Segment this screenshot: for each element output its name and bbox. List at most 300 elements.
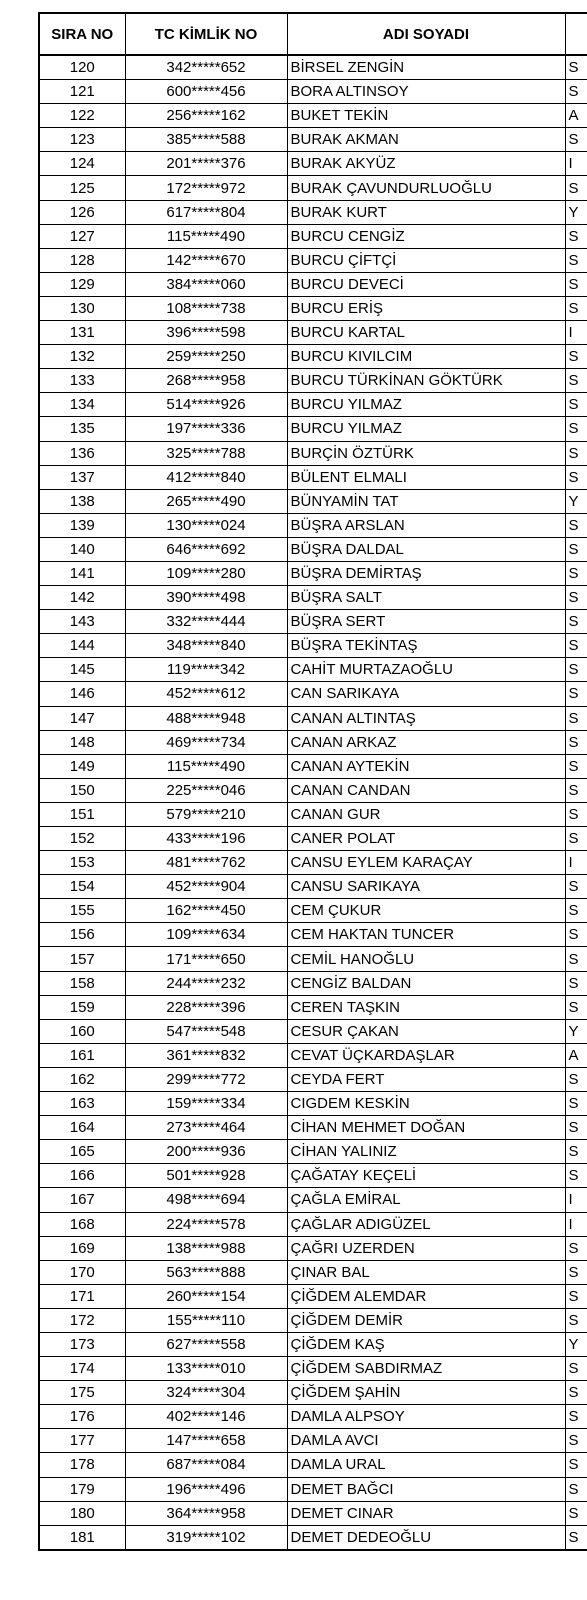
cell-extra: S xyxy=(565,1453,587,1477)
table-row xyxy=(39,1429,587,1453)
cell-extra: S xyxy=(565,369,587,393)
cell-sira-no: 123 xyxy=(39,128,125,152)
cell-tc-kimlik-no: 109*****634 xyxy=(125,923,287,947)
cell-extra: S xyxy=(565,923,587,947)
cell-tc-kimlik-no: 299*****772 xyxy=(125,1067,287,1091)
table-row xyxy=(39,586,587,610)
cell-adi-soyadi: BÜŞRA ARSLAN xyxy=(287,513,565,537)
cell-extra: S xyxy=(565,802,587,826)
table-row xyxy=(39,923,587,947)
cell-extra: S xyxy=(565,682,587,706)
cell-sira-no: 181 xyxy=(39,1525,125,1550)
cell-adi-soyadi: BURAK ÇAVUNDURLUOĞLU xyxy=(287,176,565,200)
header-tc-kimlik-no: TC KİMLİK NO xyxy=(125,13,287,55)
cell-sira-no: 150 xyxy=(39,778,125,802)
cell-adi-soyadi: BURCU CENGİZ xyxy=(287,224,565,248)
cell-sira-no: 122 xyxy=(39,104,125,128)
table-row xyxy=(39,272,587,296)
cell-extra: S xyxy=(565,1140,587,1164)
cell-sira-no: 152 xyxy=(39,827,125,851)
table-row xyxy=(39,465,587,489)
table-row xyxy=(39,561,587,585)
table-row xyxy=(39,321,587,345)
cell-sira-no: 160 xyxy=(39,1019,125,1043)
cell-adi-soyadi: BURAK AKYÜZ xyxy=(287,152,565,176)
cell-adi-soyadi: CAHİT MURTAZAOĞLU xyxy=(287,658,565,682)
cell-extra: Y xyxy=(565,1332,587,1356)
cell-extra: S xyxy=(565,417,587,441)
cell-extra: S xyxy=(565,634,587,658)
cell-extra: S xyxy=(565,1477,587,1501)
cell-extra: S xyxy=(565,1067,587,1091)
cell-tc-kimlik-no: 469*****734 xyxy=(125,730,287,754)
cell-tc-kimlik-no: 364*****958 xyxy=(125,1501,287,1525)
cell-sira-no: 176 xyxy=(39,1405,125,1429)
cell-tc-kimlik-no: 172*****972 xyxy=(125,176,287,200)
cell-sira-no: 135 xyxy=(39,417,125,441)
cell-sira-no: 143 xyxy=(39,610,125,634)
table-row xyxy=(39,513,587,537)
table-row xyxy=(39,537,587,561)
cell-tc-kimlik-no: 324*****304 xyxy=(125,1381,287,1405)
cell-extra: S xyxy=(565,971,587,995)
cell-sira-no: 158 xyxy=(39,971,125,995)
cell-tc-kimlik-no: 579*****210 xyxy=(125,802,287,826)
cell-extra: A xyxy=(565,1043,587,1067)
cell-adi-soyadi: BİRSEL ZENGİN xyxy=(287,55,565,80)
table-row xyxy=(39,1284,587,1308)
table-row xyxy=(39,947,587,971)
cell-extra: S xyxy=(565,1308,587,1332)
cell-tc-kimlik-no: 488*****948 xyxy=(125,706,287,730)
cell-tc-kimlik-no: 109*****280 xyxy=(125,561,287,585)
cell-adi-soyadi: CEMİL HANOĞLU xyxy=(287,947,565,971)
table-row xyxy=(39,827,587,851)
cell-sira-no: 146 xyxy=(39,682,125,706)
cell-tc-kimlik-no: 268*****958 xyxy=(125,369,287,393)
table-row xyxy=(39,152,587,176)
cell-sira-no: 142 xyxy=(39,586,125,610)
cell-sira-no: 120 xyxy=(39,55,125,80)
cell-extra: S xyxy=(565,128,587,152)
table-row xyxy=(39,369,587,393)
cell-adi-soyadi: CANER POLAT xyxy=(287,827,565,851)
cell-adi-soyadi: BÜŞRA SALT xyxy=(287,586,565,610)
table-row xyxy=(39,1357,587,1381)
cell-sira-no: 127 xyxy=(39,224,125,248)
cell-extra: S xyxy=(565,730,587,754)
cell-tc-kimlik-no: 600*****456 xyxy=(125,80,287,104)
cell-extra: S xyxy=(565,1381,587,1405)
cell-extra: S xyxy=(565,875,587,899)
table-row xyxy=(39,1381,587,1405)
cell-adi-soyadi: ÇİĞDEM ALEMDAR xyxy=(287,1284,565,1308)
cell-extra: I xyxy=(565,152,587,176)
cell-extra: S xyxy=(565,1092,587,1116)
table-row xyxy=(39,778,587,802)
cell-adi-soyadi: CENGİZ BALDAN xyxy=(287,971,565,995)
cell-sira-no: 140 xyxy=(39,537,125,561)
cell-tc-kimlik-no: 412*****840 xyxy=(125,465,287,489)
table-row xyxy=(39,1525,587,1550)
cell-adi-soyadi: BURCU ERİŞ xyxy=(287,296,565,320)
cell-tc-kimlik-no: 452*****904 xyxy=(125,875,287,899)
cell-adi-soyadi: BURCU TÜRKİNAN GÖKTÜRK xyxy=(287,369,565,393)
cell-extra: S xyxy=(565,561,587,585)
cell-tc-kimlik-no: 342*****652 xyxy=(125,55,287,80)
cell-tc-kimlik-no: 200*****936 xyxy=(125,1140,287,1164)
cell-sira-no: 156 xyxy=(39,923,125,947)
cell-tc-kimlik-no: 547*****548 xyxy=(125,1019,287,1043)
cell-adi-soyadi: BÜŞRA SERT xyxy=(287,610,565,634)
table-row xyxy=(39,1501,587,1525)
cell-adi-soyadi: BÜNYAMİN TAT xyxy=(287,489,565,513)
cell-sira-no: 151 xyxy=(39,802,125,826)
cell-extra: I xyxy=(565,851,587,875)
cell-sira-no: 172 xyxy=(39,1308,125,1332)
header-row xyxy=(39,13,587,55)
table-row xyxy=(39,1116,587,1140)
cell-extra: S xyxy=(565,441,587,465)
header-adi-soyadi: ADI SOYADI xyxy=(287,13,565,55)
cell-extra: S xyxy=(565,1501,587,1525)
cell-sira-no: 166 xyxy=(39,1164,125,1188)
cell-extra: S xyxy=(565,706,587,730)
cell-tc-kimlik-no: 138*****988 xyxy=(125,1236,287,1260)
table-row xyxy=(39,441,587,465)
spreadsheet-sheet xyxy=(38,12,587,1551)
cell-extra: S xyxy=(565,1260,587,1284)
cell-tc-kimlik-no: 332*****444 xyxy=(125,610,287,634)
cell-adi-soyadi: CEVAT ÜÇKARDAŞLAR xyxy=(287,1043,565,1067)
cell-adi-soyadi: BURCU YILMAZ xyxy=(287,417,565,441)
table-row xyxy=(39,1260,587,1284)
cell-tc-kimlik-no: 563*****888 xyxy=(125,1260,287,1284)
cell-adi-soyadi: ÇİĞDEM KAŞ xyxy=(287,1332,565,1356)
cell-sira-no: 126 xyxy=(39,200,125,224)
cell-adi-soyadi: CİHAN MEHMET DOĞAN xyxy=(287,1116,565,1140)
cell-tc-kimlik-no: 228*****396 xyxy=(125,995,287,1019)
cell-extra: S xyxy=(565,658,587,682)
cell-sira-no: 179 xyxy=(39,1477,125,1501)
cell-adi-soyadi: ÇAĞLA EMİRAL xyxy=(287,1188,565,1212)
table-row xyxy=(39,730,587,754)
cell-sira-no: 177 xyxy=(39,1429,125,1453)
cell-tc-kimlik-no: 617*****804 xyxy=(125,200,287,224)
table-row xyxy=(39,417,587,441)
table-row xyxy=(39,248,587,272)
cell-adi-soyadi: ÇAĞATAY KEÇELİ xyxy=(287,1164,565,1188)
table-row xyxy=(39,1308,587,1332)
cell-tc-kimlik-no: 260*****154 xyxy=(125,1284,287,1308)
cell-adi-soyadi: BURAK AKMAN xyxy=(287,128,565,152)
header-sira-no: SIRA NO xyxy=(39,13,125,55)
cell-tc-kimlik-no: 225*****046 xyxy=(125,778,287,802)
cell-extra: S xyxy=(565,610,587,634)
cell-adi-soyadi: CEM HAKTAN TUNCER xyxy=(287,923,565,947)
cell-adi-soyadi: CAN SARIKAYA xyxy=(287,682,565,706)
table-row xyxy=(39,55,587,80)
cell-sira-no: 165 xyxy=(39,1140,125,1164)
cell-tc-kimlik-no: 627*****558 xyxy=(125,1332,287,1356)
cell-sira-no: 133 xyxy=(39,369,125,393)
cell-sira-no: 154 xyxy=(39,875,125,899)
cell-sira-no: 138 xyxy=(39,489,125,513)
cell-tc-kimlik-no: 384*****060 xyxy=(125,272,287,296)
cell-sira-no: 136 xyxy=(39,441,125,465)
header-extra-column xyxy=(565,13,587,55)
cell-tc-kimlik-no: 273*****464 xyxy=(125,1116,287,1140)
cell-tc-kimlik-no: 147*****658 xyxy=(125,1429,287,1453)
cell-extra: S xyxy=(565,899,587,923)
cell-extra: S xyxy=(565,513,587,537)
cell-extra: S xyxy=(565,224,587,248)
table-row xyxy=(39,1164,587,1188)
table-row xyxy=(39,802,587,826)
cell-tc-kimlik-no: 119*****342 xyxy=(125,658,287,682)
cell-adi-soyadi: ÇİĞDEM SABDIRMAZ xyxy=(287,1357,565,1381)
table-row xyxy=(39,296,587,320)
cell-sira-no: 130 xyxy=(39,296,125,320)
cell-sira-no: 161 xyxy=(39,1043,125,1067)
cell-adi-soyadi: CEREN TAŞKIN xyxy=(287,995,565,1019)
cell-tc-kimlik-no: 319*****102 xyxy=(125,1525,287,1550)
cell-extra: S xyxy=(565,827,587,851)
cell-adi-soyadi: DAMLA ALPSOY xyxy=(287,1405,565,1429)
cell-adi-soyadi: CANAN GUR xyxy=(287,802,565,826)
cell-sira-no: 164 xyxy=(39,1116,125,1140)
table-header xyxy=(39,13,587,55)
table-row xyxy=(39,1477,587,1501)
table-row xyxy=(39,971,587,995)
cell-extra: Y xyxy=(565,489,587,513)
cell-extra: S xyxy=(565,1405,587,1429)
cell-adi-soyadi: DEMET DEDEOĞLU xyxy=(287,1525,565,1550)
table-row xyxy=(39,224,587,248)
cell-sira-no: 168 xyxy=(39,1212,125,1236)
cell-sira-no: 144 xyxy=(39,634,125,658)
cell-extra: S xyxy=(565,1429,587,1453)
cell-extra: S xyxy=(565,393,587,417)
cell-extra: Y xyxy=(565,1019,587,1043)
cell-tc-kimlik-no: 501*****928 xyxy=(125,1164,287,1188)
cell-sira-no: 178 xyxy=(39,1453,125,1477)
cell-adi-soyadi: BURCU YILMAZ xyxy=(287,393,565,417)
cell-adi-soyadi: BURÇİN ÖZTÜRK xyxy=(287,441,565,465)
table-row xyxy=(39,1453,587,1477)
table-row xyxy=(39,682,587,706)
table-row xyxy=(39,1332,587,1356)
cell-adi-soyadi: ÇİĞDEM ŞAHİN xyxy=(287,1381,565,1405)
cell-tc-kimlik-no: 171*****650 xyxy=(125,947,287,971)
cell-adi-soyadi: DAMLA AVCI xyxy=(287,1429,565,1453)
cell-tc-kimlik-no: 646*****692 xyxy=(125,537,287,561)
cell-sira-no: 174 xyxy=(39,1357,125,1381)
cell-adi-soyadi: DEMET CINAR xyxy=(287,1501,565,1525)
table-body xyxy=(39,55,587,1550)
cell-tc-kimlik-no: 224*****578 xyxy=(125,1212,287,1236)
cell-tc-kimlik-no: 385*****588 xyxy=(125,128,287,152)
cell-adi-soyadi: BURCU KIVILCIM xyxy=(287,345,565,369)
table-row xyxy=(39,1019,587,1043)
cell-tc-kimlik-no: 130*****024 xyxy=(125,513,287,537)
cell-sira-no: 167 xyxy=(39,1188,125,1212)
table-row xyxy=(39,1067,587,1091)
cell-tc-kimlik-no: 201*****376 xyxy=(125,152,287,176)
table-row xyxy=(39,875,587,899)
cell-sira-no: 124 xyxy=(39,152,125,176)
cell-adi-soyadi: CEYDA FERT xyxy=(287,1067,565,1091)
cell-adi-soyadi: BÜŞRA TEKİNTAŞ xyxy=(287,634,565,658)
cell-extra: S xyxy=(565,778,587,802)
cell-adi-soyadi: CANAN CANDAN xyxy=(287,778,565,802)
cell-extra: S xyxy=(565,272,587,296)
cell-adi-soyadi: BÜLENT ELMALI xyxy=(287,465,565,489)
cell-tc-kimlik-no: 256*****162 xyxy=(125,104,287,128)
cell-tc-kimlik-no: 361*****832 xyxy=(125,1043,287,1067)
cell-extra: I xyxy=(565,1212,587,1236)
cell-tc-kimlik-no: 514*****926 xyxy=(125,393,287,417)
cell-extra: S xyxy=(565,345,587,369)
cell-tc-kimlik-no: 159*****334 xyxy=(125,1092,287,1116)
cell-adi-soyadi: BURCU KARTAL xyxy=(287,321,565,345)
cell-extra: A xyxy=(565,104,587,128)
cell-sira-no: 121 xyxy=(39,80,125,104)
cell-sira-no: 134 xyxy=(39,393,125,417)
cell-sira-no: 171 xyxy=(39,1284,125,1308)
cell-extra: S xyxy=(565,1525,587,1550)
cell-sira-no: 180 xyxy=(39,1501,125,1525)
cell-adi-soyadi: CANAN ALTINTAŞ xyxy=(287,706,565,730)
cell-adi-soyadi: BORA ALTINSOY xyxy=(287,80,565,104)
cell-adi-soyadi: ÇAĞLAR ADIGÜZEL xyxy=(287,1212,565,1236)
cell-sira-no: 128 xyxy=(39,248,125,272)
cell-tc-kimlik-no: 325*****788 xyxy=(125,441,287,465)
table-row xyxy=(39,128,587,152)
cell-sira-no: 149 xyxy=(39,754,125,778)
cell-adi-soyadi: CANAN ARKAZ xyxy=(287,730,565,754)
cell-tc-kimlik-no: 481*****762 xyxy=(125,851,287,875)
table-row xyxy=(39,706,587,730)
table-row xyxy=(39,851,587,875)
cell-adi-soyadi: BURCU DEVECİ xyxy=(287,272,565,296)
cell-sira-no: 147 xyxy=(39,706,125,730)
table-row xyxy=(39,489,587,513)
table-row xyxy=(39,1236,587,1260)
cell-sira-no: 137 xyxy=(39,465,125,489)
cell-sira-no: 162 xyxy=(39,1067,125,1091)
table-row xyxy=(39,610,587,634)
cell-tc-kimlik-no: 687*****084 xyxy=(125,1453,287,1477)
cell-adi-soyadi: CANSU EYLEM KARAÇAY xyxy=(287,851,565,875)
table-row xyxy=(39,1140,587,1164)
cell-sira-no: 129 xyxy=(39,272,125,296)
cell-extra: I xyxy=(565,1188,587,1212)
cell-sira-no: 157 xyxy=(39,947,125,971)
table-row xyxy=(39,104,587,128)
table-row xyxy=(39,754,587,778)
cell-sira-no: 173 xyxy=(39,1332,125,1356)
cell-extra: S xyxy=(565,754,587,778)
cell-adi-soyadi: CESUR ÇAKAN xyxy=(287,1019,565,1043)
cell-extra: S xyxy=(565,248,587,272)
table-row xyxy=(39,200,587,224)
cell-tc-kimlik-no: 115*****490 xyxy=(125,754,287,778)
table-row xyxy=(39,1188,587,1212)
cell-tc-kimlik-no: 265*****490 xyxy=(125,489,287,513)
cell-adi-soyadi: ÇINAR BAL xyxy=(287,1260,565,1284)
cell-sira-no: 132 xyxy=(39,345,125,369)
cell-adi-soyadi: BÜŞRA DEMİRTAŞ xyxy=(287,561,565,585)
cell-extra: S xyxy=(565,465,587,489)
cell-extra: S xyxy=(565,995,587,1019)
table-row xyxy=(39,1212,587,1236)
cell-extra: S xyxy=(565,80,587,104)
table-row xyxy=(39,1092,587,1116)
cell-tc-kimlik-no: 402*****146 xyxy=(125,1405,287,1429)
cell-adi-soyadi: CEM ÇUKUR xyxy=(287,899,565,923)
cell-adi-soyadi: BURCU ÇİFTÇİ xyxy=(287,248,565,272)
cell-sira-no: 155 xyxy=(39,899,125,923)
cell-extra: S xyxy=(565,1164,587,1188)
cell-extra: S xyxy=(565,1116,587,1140)
cell-extra: I xyxy=(565,321,587,345)
table-row xyxy=(39,345,587,369)
cell-tc-kimlik-no: 155*****110 xyxy=(125,1308,287,1332)
cell-adi-soyadi: CIGDEM KESKİN xyxy=(287,1092,565,1116)
cell-tc-kimlik-no: 133*****010 xyxy=(125,1357,287,1381)
cell-extra: Y xyxy=(565,200,587,224)
cell-extra: S xyxy=(565,947,587,971)
cell-extra: S xyxy=(565,1236,587,1260)
cell-tc-kimlik-no: 498*****694 xyxy=(125,1188,287,1212)
cell-sira-no: 125 xyxy=(39,176,125,200)
cell-sira-no: 139 xyxy=(39,513,125,537)
cell-sira-no: 148 xyxy=(39,730,125,754)
table-row xyxy=(39,80,587,104)
cell-adi-soyadi: ÇİĞDEM DEMİR xyxy=(287,1308,565,1332)
cell-extra: S xyxy=(565,537,587,561)
cell-adi-soyadi: BÜŞRA DALDAL xyxy=(287,537,565,561)
cell-sira-no: 141 xyxy=(39,561,125,585)
cell-adi-soyadi: DAMLA URAL xyxy=(287,1453,565,1477)
cell-adi-soyadi: BURAK KURT xyxy=(287,200,565,224)
cell-adi-soyadi: DEMET BAĞCI xyxy=(287,1477,565,1501)
cell-sira-no: 145 xyxy=(39,658,125,682)
cell-tc-kimlik-no: 396*****598 xyxy=(125,321,287,345)
cell-sira-no: 163 xyxy=(39,1092,125,1116)
cell-tc-kimlik-no: 244*****232 xyxy=(125,971,287,995)
cell-tc-kimlik-no: 108*****738 xyxy=(125,296,287,320)
table-row xyxy=(39,1043,587,1067)
cell-extra: S xyxy=(565,1357,587,1381)
table-row xyxy=(39,658,587,682)
cell-adi-soyadi: CANAN AYTEKİN xyxy=(287,754,565,778)
cell-sira-no: 159 xyxy=(39,995,125,1019)
cell-adi-soyadi: ÇAĞRI UZERDEN xyxy=(287,1236,565,1260)
participant-table xyxy=(38,12,587,1551)
cell-tc-kimlik-no: 390*****498 xyxy=(125,586,287,610)
cell-extra: S xyxy=(565,55,587,80)
cell-sira-no: 170 xyxy=(39,1260,125,1284)
table-row xyxy=(39,176,587,200)
table-row xyxy=(39,634,587,658)
cell-adi-soyadi: BUKET TEKİN xyxy=(287,104,565,128)
cell-tc-kimlik-no: 452*****612 xyxy=(125,682,287,706)
cell-tc-kimlik-no: 196*****496 xyxy=(125,1477,287,1501)
cell-tc-kimlik-no: 433*****196 xyxy=(125,827,287,851)
cell-extra: S xyxy=(565,176,587,200)
